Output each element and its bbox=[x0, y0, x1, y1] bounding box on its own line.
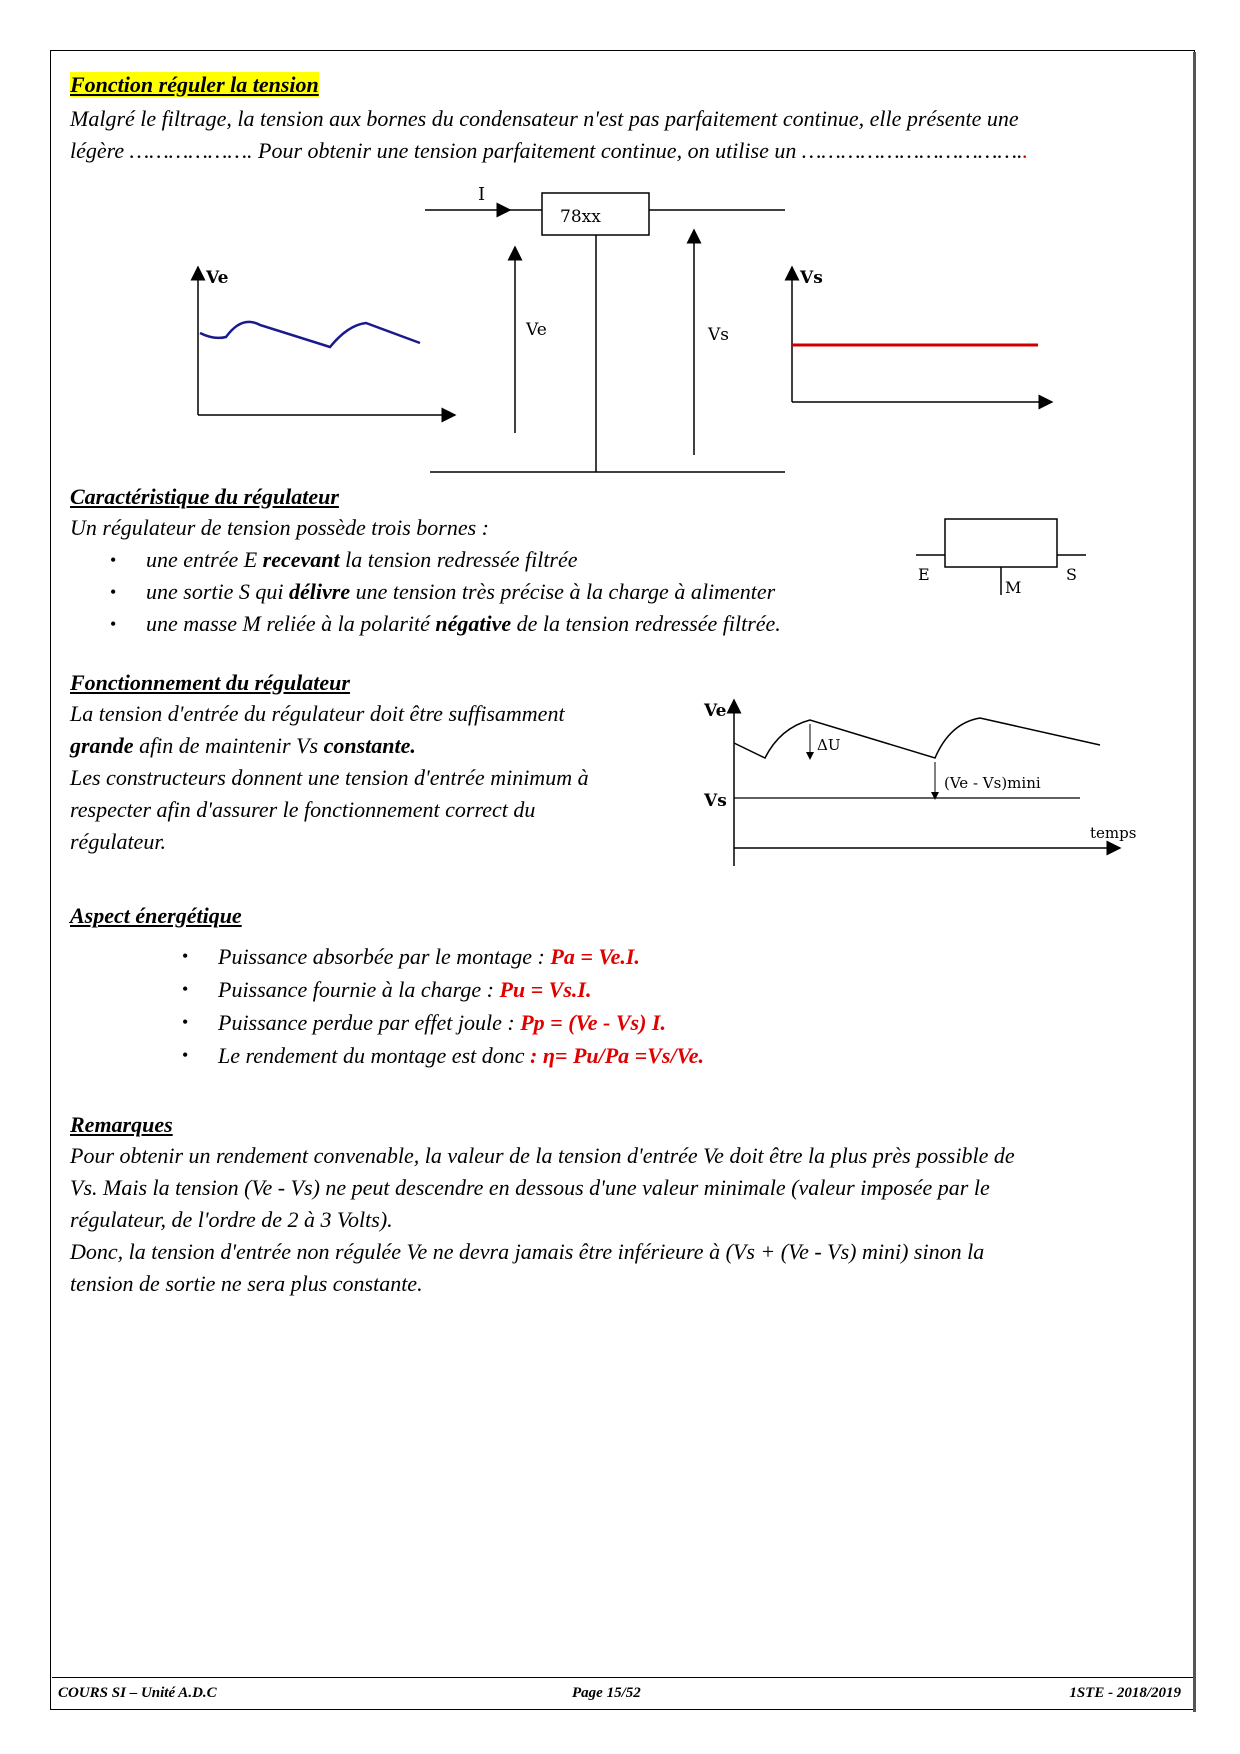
regulator-symbol bbox=[910, 515, 1090, 605]
ve-graph-label: Ve bbox=[206, 268, 229, 288]
regulator-label: 78xx bbox=[560, 207, 601, 227]
operation-graph bbox=[700, 688, 1160, 868]
energy-list bbox=[218, 940, 704, 1072]
list-item: • Le rendement du montage est donc : η= Pu/Pa =Vs/Ve. bbox=[218, 1039, 704, 1072]
section-title-regulate: Fonction réguler la tension bbox=[70, 72, 319, 97]
list-item: • une entrée E recevant la tension redressée filtrée bbox=[146, 544, 910, 576]
current-label: I bbox=[478, 184, 486, 205]
list-item: • Puissance absorbée par le montage : Pa = Ve.I. bbox=[218, 940, 704, 973]
remarks-text: Pour obtenir un rendement convenable, la valeur de la tension d'entrée Ve doit être la plus près possible de Vs. Mais la tension (Ve - Vs) ne peut descendre en dessous d'une valeur minimale (valeur imposée par le régulateur, de l'ordre de 2 à 3 Volts). Donc, la tension d'entrée non régulée Ve ne devra jamais être inférieure à (Vs + (Ve - Vs) mini) sinon la tension de sortie ne sera plus constante. bbox=[70, 1143, 1015, 1296]
time-label: temps bbox=[1090, 824, 1137, 842]
ve-wave bbox=[734, 718, 1100, 758]
ve-ripple-wave bbox=[200, 322, 420, 347]
vs-graph-label: Vs bbox=[800, 268, 823, 288]
ve-label: Ve bbox=[526, 320, 547, 340]
regulate-paragraph: Malgré le filtrage, la tension aux bornes du condensateur n'est pas parfaitement continue, elle présente une légère ………………. Pour obtenir une tension parfaitement continue, on utilise un …………………………….. bbox=[70, 106, 1029, 163]
operation-text: La tension d'entrée du régulateur doit être suffisamment grande afin de maintenir Vs constante. Les constructeurs donnent une tension d'entrée minimum à respecter afin d'assurer le fonctionnement correct du régulateur. bbox=[70, 701, 589, 854]
section-title-operation: Fonctionnement du régulateur bbox=[70, 670, 350, 695]
list-item: • une masse M reliée à la polarité négative de la tension redressée filtrée. bbox=[146, 608, 910, 640]
delta-u-label: ΔU bbox=[817, 736, 841, 754]
characteristic-text: Un régulateur de tension possède trois bornes : • une entrée E recevant la tension redressée filtrée • une sortie S qui délivre une tension très précise à la charge à alimenter • une masse M reliée à la polarité négative de la tension redressée filtrée. bbox=[70, 512, 910, 640]
list-item: • Puissance fournie à la charge : Pu = Vs.I. bbox=[218, 973, 704, 1006]
section-title-remarks: Remarques bbox=[70, 1112, 173, 1137]
section-title-energy: Aspect énergétique bbox=[70, 903, 242, 928]
regulator-diagram bbox=[170, 175, 1110, 485]
footer-course: COURS SI – Unité A.D.C bbox=[58, 1685, 217, 1701]
footer-class-year: 1STE - 2018/2019 bbox=[1069, 1685, 1181, 1701]
pin-e-label: E bbox=[918, 565, 930, 584]
list-item: • Puissance perdue par effet joule : Pp = (Ve - Vs) I. bbox=[218, 1006, 704, 1039]
graph-ve-label: Ve bbox=[704, 701, 727, 721]
page-shadow-edge bbox=[1193, 52, 1196, 1712]
pin-m-label: M bbox=[1005, 578, 1022, 597]
page-footer bbox=[52, 1677, 1193, 1708]
list-item: • une sortie S qui délivre une tension très précise à la charge à alimenter bbox=[146, 576, 910, 608]
section-title-characteristic: Caractéristique du régulateur bbox=[70, 484, 339, 509]
terminal-list bbox=[146, 544, 910, 640]
pin-s-label: S bbox=[1066, 565, 1077, 584]
graph-vs-label: Vs bbox=[704, 791, 727, 811]
diff-label: (Ve - Vs)mini bbox=[944, 774, 1041, 792]
vs-label: Vs bbox=[708, 325, 730, 345]
footer-page-number: Page 15/52 bbox=[572, 1685, 641, 1701]
